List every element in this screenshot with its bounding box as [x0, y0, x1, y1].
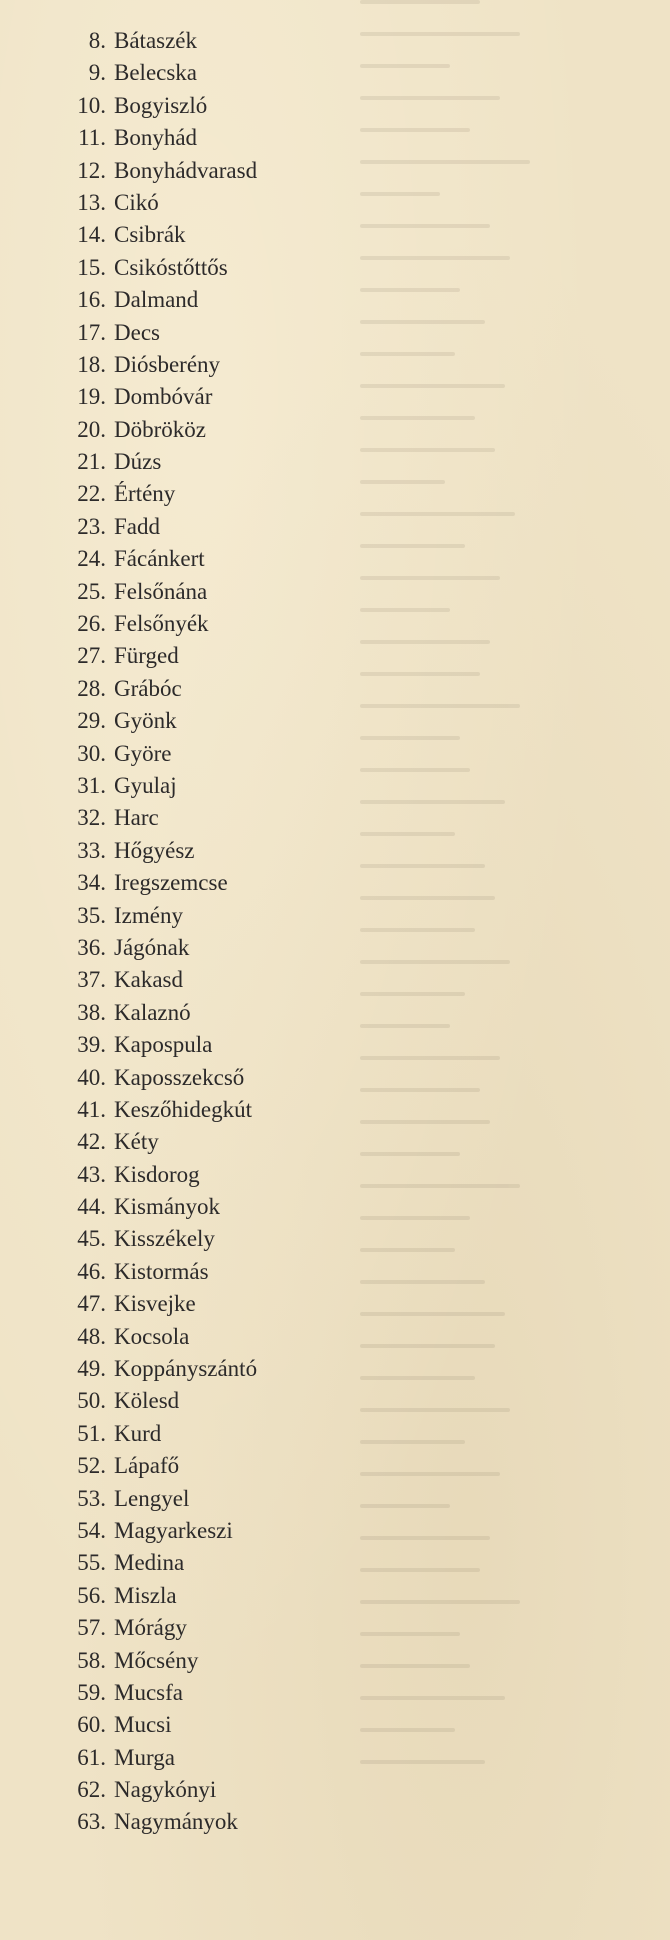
- list-item: [0, 317, 360, 349]
- settlement-name: Belecska: [114, 60, 198, 86]
- settlement-name: Kalaznó: [114, 999, 191, 1025]
- list-item: [0, 1029, 360, 1061]
- list-item: [0, 705, 360, 737]
- list-item: [0, 673, 360, 705]
- item-number: 62.: [77, 1777, 106, 1803]
- settlement-name: Dúzs: [114, 449, 162, 475]
- settlement-name: Gyönk: [114, 708, 177, 734]
- settlement-name: Mucsfa: [114, 1679, 183, 1705]
- item-number: 17.: [77, 319, 106, 345]
- item-number: 37.: [77, 967, 106, 993]
- settlement-name: Mucsi: [114, 1712, 172, 1738]
- bleed-stroke: [360, 1376, 475, 1380]
- bleed-stroke: [360, 1504, 450, 1508]
- item-number: 16.: [77, 287, 106, 313]
- bleed-stroke: [360, 416, 475, 420]
- list-item: [0, 997, 360, 1029]
- list-item: [0, 122, 360, 154]
- bleed-stroke: [360, 256, 510, 260]
- settlement-name: Kakasd: [114, 967, 183, 993]
- bleed-stroke: [360, 576, 500, 580]
- bleed-stroke: [360, 736, 460, 740]
- list-item: [0, 835, 360, 867]
- bleed-stroke: [360, 480, 445, 484]
- bleed-stroke: [360, 1184, 520, 1188]
- item-number: 34.: [77, 870, 106, 896]
- bleed-stroke: [360, 608, 450, 612]
- settlement-name: Decs: [114, 319, 160, 345]
- item-number: 23.: [77, 513, 106, 539]
- bleed-stroke: [360, 320, 485, 324]
- bleed-stroke: [360, 1536, 490, 1540]
- item-number: 50.: [77, 1388, 106, 1414]
- list-item: [0, 608, 360, 640]
- bleed-stroke: [360, 992, 465, 996]
- item-number: 39.: [77, 1032, 106, 1058]
- bleed-stroke: [360, 224, 490, 228]
- settlement-name: Kaposszekcső: [114, 1064, 245, 1090]
- item-number: 22.: [77, 481, 106, 507]
- list-item: [0, 1418, 360, 1450]
- list-item: [0, 155, 360, 187]
- item-number: 28.: [77, 675, 106, 701]
- settlement-name: Fadd: [114, 513, 160, 539]
- list-item: [0, 446, 360, 478]
- settlement-name: Döbrököz: [114, 416, 206, 442]
- item-number: 33.: [77, 837, 106, 863]
- item-number: 43.: [77, 1161, 106, 1187]
- item-number: 11.: [78, 125, 106, 151]
- settlement-name: Mórágy: [114, 1615, 187, 1641]
- list-item: [0, 900, 360, 932]
- list-item: [0, 1483, 360, 1515]
- bleed-stroke: [360, 1632, 460, 1636]
- bleed-stroke: [360, 1760, 485, 1764]
- bleed-stroke: [360, 288, 460, 292]
- settlement-name: Györe: [114, 740, 172, 766]
- settlement-name: Lápafő: [114, 1453, 180, 1479]
- bleed-stroke: [360, 1216, 470, 1220]
- item-number: 20.: [77, 416, 106, 442]
- settlement-name: Kocsola: [114, 1323, 190, 1349]
- list-item: [0, 90, 360, 122]
- item-number: 63.: [77, 1809, 106, 1835]
- item-number: 35.: [77, 902, 106, 928]
- list-item: [0, 1806, 360, 1838]
- settlement-name: Kisdorog: [114, 1161, 200, 1187]
- settlement-name: Murga: [114, 1744, 175, 1770]
- bleed-stroke: [360, 1728, 455, 1732]
- settlement-name: Felsőnána: [114, 578, 208, 604]
- settlement-name: Izmény: [114, 902, 183, 928]
- list-item: [0, 738, 360, 770]
- bleed-through-text: [360, 0, 670, 1940]
- bleed-stroke: [360, 1568, 480, 1572]
- bleed-stroke: [360, 352, 455, 356]
- list-item: [0, 1515, 360, 1547]
- bleed-stroke: [360, 1312, 505, 1316]
- item-number: 60.: [77, 1712, 106, 1738]
- settlement-name: Nagykónyi: [114, 1777, 217, 1803]
- settlement-name: Bonyhádvarasd: [114, 157, 258, 183]
- settlement-name: Bogyiszló: [114, 92, 208, 118]
- list-item: [0, 1385, 360, 1417]
- item-number: 29.: [77, 708, 106, 734]
- item-number: 18.: [77, 351, 106, 377]
- settlement-name: Lengyel: [114, 1485, 190, 1511]
- list-item: [0, 1742, 360, 1774]
- bleed-stroke: [360, 448, 495, 452]
- bleed-stroke: [360, 1056, 500, 1060]
- list-item: [0, 1547, 360, 1579]
- bleed-stroke: [360, 160, 530, 164]
- item-number: 9.: [88, 60, 106, 86]
- item-number: 54.: [77, 1517, 106, 1543]
- bleed-stroke: [360, 384, 505, 388]
- bleed-stroke: [360, 0, 480, 4]
- list-item: [0, 770, 360, 802]
- list-item: [0, 57, 360, 89]
- settlement-name: Magyarkeszi: [114, 1517, 233, 1543]
- bleed-stroke: [360, 544, 465, 548]
- list-item: [0, 1450, 360, 1482]
- item-number: 40.: [77, 1064, 106, 1090]
- settlement-name: Fácánkert: [114, 546, 205, 572]
- item-number: 42.: [77, 1129, 106, 1155]
- settlement-name: Felsőnyék: [114, 611, 209, 637]
- settlement-name: Fürged: [114, 643, 179, 669]
- list-item: [0, 1612, 360, 1644]
- item-number: 30.: [77, 740, 106, 766]
- item-number: 61.: [77, 1744, 106, 1770]
- list-item: [0, 1062, 360, 1094]
- settlement-name: Jágónak: [114, 934, 190, 960]
- settlement-name: Mőcsény: [114, 1647, 199, 1673]
- item-number: 14.: [77, 222, 106, 248]
- list-item: [0, 187, 360, 219]
- list-item: [0, 381, 360, 413]
- settlement-name: Bonyhád: [114, 125, 198, 151]
- list-item: [0, 284, 360, 316]
- item-number: 38.: [77, 999, 106, 1025]
- list-item: [0, 640, 360, 672]
- list-item: [0, 1288, 360, 1320]
- bleed-stroke: [360, 1152, 460, 1156]
- item-number: 48.: [77, 1323, 106, 1349]
- bleed-stroke: [360, 1408, 510, 1412]
- settlement-name: Értény: [114, 481, 176, 507]
- settlement-name: Csikóstőttős: [114, 254, 228, 280]
- list-item: [0, 349, 360, 381]
- bleed-stroke: [360, 32, 520, 36]
- settlement-name: Cikó: [114, 189, 159, 215]
- item-number: 49.: [77, 1356, 106, 1382]
- bleed-stroke: [360, 1472, 500, 1476]
- settlement-name: Csibrák: [114, 222, 186, 248]
- bleed-stroke: [360, 928, 475, 932]
- bleed-stroke: [360, 512, 515, 516]
- list-item: [0, 478, 360, 510]
- list-item: [0, 1677, 360, 1709]
- settlement-name: Koppányszántó: [114, 1356, 258, 1382]
- list-item: [0, 511, 360, 543]
- bleed-stroke: [360, 1024, 450, 1028]
- settlement-name: Diósberény: [114, 351, 221, 377]
- bleed-stroke: [360, 640, 490, 644]
- settlement-name: Kismányok: [114, 1194, 221, 1220]
- item-number: 58.: [77, 1647, 106, 1673]
- bleed-stroke: [360, 96, 500, 100]
- list-item: [0, 867, 360, 899]
- item-number: 12.: [77, 157, 106, 183]
- bleed-stroke: [360, 896, 495, 900]
- item-number: 46.: [77, 1258, 106, 1284]
- item-number: 21.: [77, 449, 106, 475]
- bleed-stroke: [360, 1248, 455, 1252]
- bleed-stroke: [360, 1280, 485, 1284]
- bleed-stroke: [360, 1344, 495, 1348]
- settlement-name: Kapospula: [114, 1032, 213, 1058]
- settlement-name: Iregszemcse: [114, 870, 228, 896]
- list-item: [0, 543, 360, 575]
- settlement-name: Dombóvár: [114, 384, 213, 410]
- item-number: 44.: [77, 1194, 106, 1220]
- bleed-stroke: [360, 832, 455, 836]
- item-number: 24.: [77, 546, 106, 572]
- list-item: [0, 219, 360, 251]
- bleed-stroke: [360, 704, 520, 708]
- settlement-name: Kurd: [114, 1420, 162, 1446]
- item-number: 59.: [77, 1679, 106, 1705]
- item-number: 31.: [77, 772, 106, 798]
- settlement-name: Bátaszék: [114, 28, 198, 53]
- item-number: 8.: [88, 28, 106, 53]
- list-item: [0, 1094, 360, 1126]
- settlement-name: Dalmand: [114, 287, 199, 313]
- item-number: 57.: [77, 1615, 106, 1641]
- list-item: [0, 802, 360, 834]
- list-item: [0, 1321, 360, 1353]
- settlement-name: Miszla: [114, 1582, 177, 1608]
- settlement-name: Kéty: [114, 1129, 159, 1155]
- settlement-name: Kistormás: [114, 1258, 209, 1284]
- list-item: [0, 932, 360, 964]
- item-number: 51.: [77, 1420, 106, 1446]
- settlement-name: Hőgyész: [114, 837, 195, 863]
- item-number: 26.: [77, 611, 106, 637]
- item-number: 53.: [77, 1485, 106, 1511]
- item-number: 32.: [77, 805, 106, 831]
- bleed-stroke: [360, 64, 450, 68]
- bleed-stroke: [360, 1696, 505, 1700]
- item-number: 41.: [77, 1096, 106, 1122]
- settlement-name: Harc: [114, 805, 159, 831]
- bleed-stroke: [360, 192, 440, 196]
- settlement-name: Gyulaj: [114, 772, 177, 798]
- item-number: 15.: [77, 254, 106, 280]
- list-item: [0, 1159, 360, 1191]
- bleed-stroke: [360, 1664, 470, 1668]
- item-number: 13.: [77, 189, 106, 215]
- item-number: 36.: [77, 934, 106, 960]
- bleed-stroke: [360, 960, 510, 964]
- list-item: [0, 252, 360, 284]
- bleed-stroke: [360, 672, 480, 676]
- settlement-name: Keszőhidegkút: [114, 1096, 252, 1122]
- list-item: [0, 1353, 360, 1385]
- item-number: 45.: [77, 1226, 106, 1252]
- list-item: [0, 1191, 360, 1223]
- item-number: 56.: [77, 1582, 106, 1608]
- list-item: [0, 25, 360, 57]
- bleed-stroke: [360, 1120, 490, 1124]
- list-item: [0, 1709, 360, 1741]
- list-item: [0, 1580, 360, 1612]
- bleed-stroke: [360, 864, 485, 868]
- list-item: [0, 1256, 360, 1288]
- bleed-stroke: [360, 800, 505, 804]
- item-number: 10.: [77, 92, 106, 118]
- settlement-name: Nagymányok: [114, 1809, 238, 1835]
- bleed-stroke: [360, 128, 470, 132]
- bleed-stroke: [360, 1600, 520, 1604]
- list-item: [0, 1126, 360, 1158]
- list-item: [0, 414, 360, 446]
- item-number: 25.: [77, 578, 106, 604]
- settlement-name: Kölesd: [114, 1388, 180, 1414]
- item-number: 55.: [77, 1550, 106, 1576]
- list-item: [0, 1223, 360, 1255]
- item-number: 52.: [77, 1453, 106, 1479]
- bleed-stroke: [360, 768, 470, 772]
- list-item: [0, 576, 360, 608]
- bleed-stroke: [360, 1088, 480, 1092]
- item-number: 47.: [77, 1291, 106, 1317]
- settlement-list: [0, 25, 360, 1839]
- settlement-name: Kisvejke: [114, 1291, 196, 1317]
- settlement-name: Grábóc: [114, 675, 182, 701]
- item-number: 27.: [77, 643, 106, 669]
- settlement-name: Medina: [114, 1550, 185, 1576]
- settlement-name: Kisszékely: [114, 1226, 215, 1252]
- list-item: [0, 1645, 360, 1677]
- list-item: [0, 964, 360, 996]
- list-item: [0, 1774, 360, 1806]
- bleed-stroke: [360, 1440, 465, 1444]
- item-number: 19.: [77, 384, 106, 410]
